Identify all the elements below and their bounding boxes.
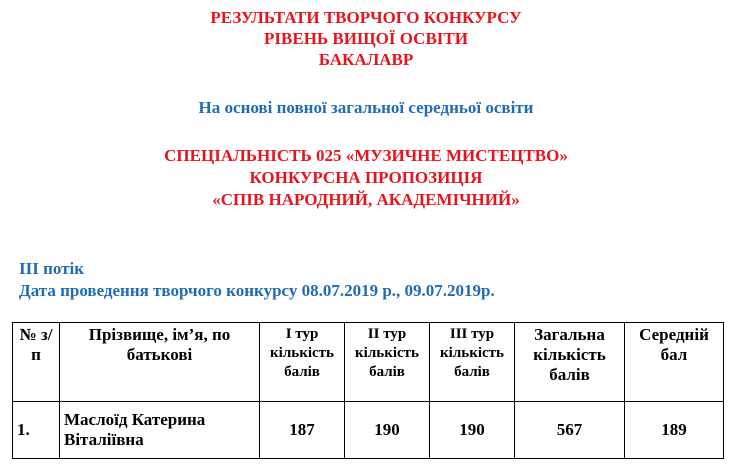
- specialty-block: [0, 145, 732, 211]
- row-number: 1.: [13, 402, 60, 459]
- col-header-round-2-label: ІІ тур кількість балів: [355, 326, 419, 380]
- stream-label: ІІІ потік: [19, 259, 85, 278]
- col-header-round-3-label: ІІІ тур кількість балів: [440, 326, 504, 380]
- title-line-2: РІВЕНЬ ВИЩОЇ ОСВІТИ: [264, 29, 468, 48]
- col-header-total: Загальна кількість балів: [515, 323, 625, 402]
- row-full-name: Маслоїд Катерина Віталіївна: [60, 402, 260, 459]
- col-header-round-1: [260, 323, 345, 402]
- row-average-score: 189: [625, 402, 724, 459]
- row-round-3-score: 190: [430, 402, 515, 459]
- proposal-line: КОНКУРСНА ПРОПОЗИЦІЯ: [249, 168, 483, 187]
- title-line-1: РЕЗУЛЬТАТИ ТВОРЧОГО КОНКУРСУ: [210, 8, 522, 27]
- results-title: [0, 7, 732, 70]
- row-round-1-score: 187: [260, 402, 345, 459]
- row-round-2-score: 190: [345, 402, 430, 459]
- col-header-round-3: [430, 323, 515, 402]
- col-header-average: Середній бал: [625, 323, 724, 402]
- basis-line: На основі повної загальної середньої освіти: [198, 98, 534, 117]
- title-line-3: БАКАЛАВР: [318, 50, 414, 69]
- col-header-round-1-label: І тур кількість балів: [270, 326, 334, 380]
- info-block: [19, 258, 495, 302]
- col-header-name: Прізвище, ім’я, по батькові: [60, 323, 260, 402]
- contest-date: Дата проведення творчого конкурсу 08.07.2019 р., 09.07.2019р.: [19, 281, 495, 300]
- table-header-row: [13, 323, 724, 402]
- col-header-number: № з/п: [13, 323, 60, 402]
- col-header-round-2: [345, 323, 430, 402]
- row-total-score: 567: [515, 402, 625, 459]
- table-row: [13, 402, 724, 459]
- results-table: [12, 322, 724, 459]
- specialty-line: СПЕЦІАЛЬНІСТЬ 025 «МУЗИЧНЕ МИСТЕЦТВО»: [164, 146, 568, 165]
- program-line: «СПІВ НАРОДНИЙ, АКАДЕМІЧНИЙ»: [212, 190, 520, 209]
